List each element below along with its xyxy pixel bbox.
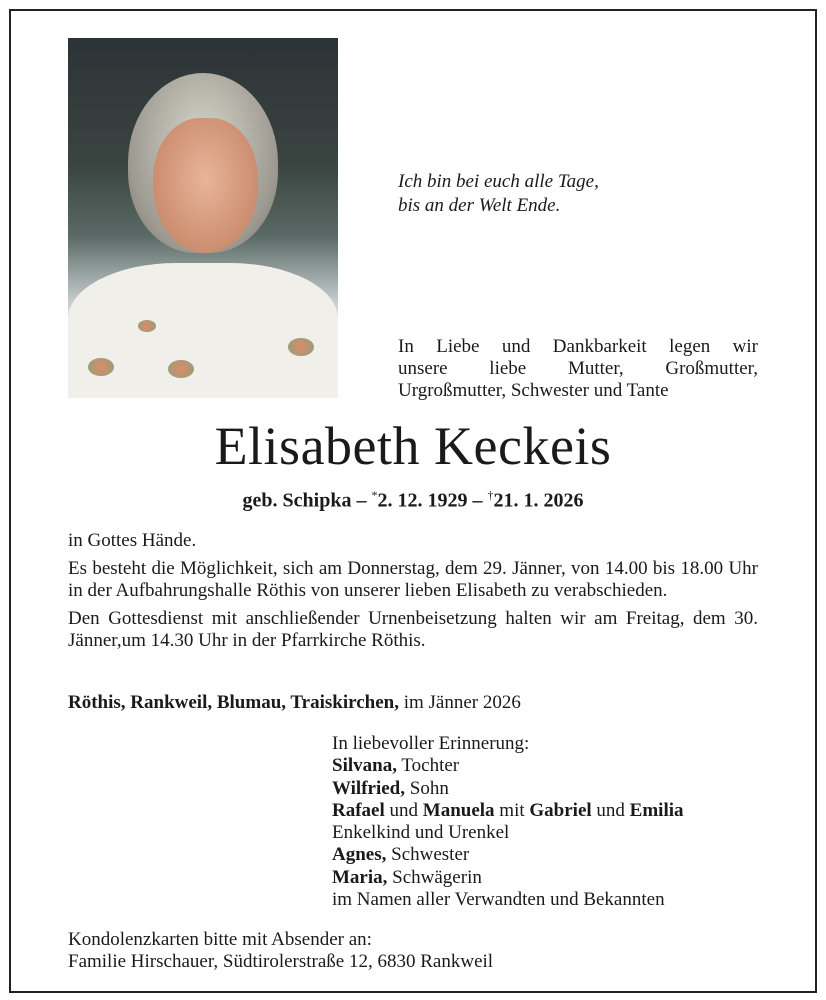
photo-blouse: [68, 263, 338, 398]
place-date: [68, 692, 521, 714]
mourner-role: Schwester: [391, 844, 470, 866]
maiden-name: geb. Schipka: [242, 489, 352, 512]
announcement-body: [68, 530, 758, 658]
connector: mit: [499, 799, 525, 821]
cross-icon: †: [487, 488, 494, 502]
life-dates: [0, 488, 826, 513]
quote-line: bis an der Welt Ende.: [398, 195, 561, 216]
condolence-address: [68, 929, 493, 973]
butterfly-icon: [168, 360, 194, 378]
butterfly-icon: [88, 358, 114, 376]
announcement-date: im Jänner 2026: [403, 692, 521, 713]
mourner-name: Silvana,: [332, 755, 397, 777]
mourners-heading: In liebevoller Erinnerung:: [332, 733, 530, 754]
intro-text: [398, 336, 758, 402]
mourner-name: Maria,: [332, 866, 388, 888]
mourner-item: [332, 755, 684, 777]
mourner-name: Wilfried,: [332, 777, 406, 799]
mourner-item: [332, 844, 684, 866]
separator: –: [356, 489, 367, 512]
intro-line: In Liebe und Dankbarkeit legen wir: [398, 336, 758, 357]
portrait-photo: [68, 38, 338, 398]
mourner-name: Gabriel: [529, 799, 592, 821]
birth-date: 2. 12. 1929: [377, 489, 468, 512]
mourners-list: [332, 733, 684, 911]
intro-line: Urgroßmutter, Schwester und Tante: [398, 380, 669, 401]
viewing-paragraph: Es besteht die Möglichkeit, sich am Donnerstag, dem 29. Jänner, von 14.00 bis 18.00 Uhr in der Aufbahrungshalle Röthis von unserer lieben Elisabeth zu verabschieden.: [68, 558, 758, 601]
separator: –: [472, 489, 483, 512]
birth-symbol: *: [371, 488, 378, 502]
mourner-role: Sohn: [409, 777, 449, 799]
quote-line: Ich bin bei euch alle Tage,: [398, 171, 599, 192]
mourners-closing: im Namen aller Verwandten und Bekannten: [332, 889, 665, 911]
body-paragraph: in Gottes Hände.: [68, 530, 197, 551]
butterfly-icon: [288, 338, 314, 356]
contact-line: Kondolenzkarten bitte mit Absender an:: [68, 929, 372, 950]
butterfly-icon: [138, 320, 156, 332]
death-date: 21. 1. 2026: [493, 489, 584, 512]
intro-line: unsere liebe Mutter, Großmutter,: [398, 358, 758, 379]
mourner-role: Schwägerin: [392, 866, 482, 888]
bible-quote: [398, 170, 599, 218]
mourner-name: Manuela: [422, 799, 495, 821]
connector: und: [389, 799, 419, 821]
contact-line: Familie Hirschauer, Südtirolerstraße 12, 6830 Rankweil: [68, 951, 494, 972]
mourner-role: Enkelkind und Urenkel: [332, 822, 510, 844]
photo-face: [153, 118, 258, 253]
mourner-name: Emilia: [629, 799, 684, 821]
mourner-item: [332, 800, 684, 822]
mourner-role: Tochter: [401, 755, 460, 777]
mourner-name: Rafael: [332, 799, 385, 821]
service-paragraph: Den Gottesdienst mit anschließender Urnenbeisetzung halten wir am Freitag, dem 30. Jänner,um 14.30 Uhr in der Pfarrkirche Röthis.: [68, 608, 758, 651]
connector: und: [596, 799, 625, 821]
towns: Röthis, Rankweil, Blumau, Traiskirchen,: [68, 692, 399, 713]
mourner-name: Agnes,: [332, 844, 387, 866]
mourner-item: [332, 778, 684, 800]
mourner-item: [332, 867, 684, 889]
deceased-name: Elisabeth Keckeis: [214, 416, 612, 476]
